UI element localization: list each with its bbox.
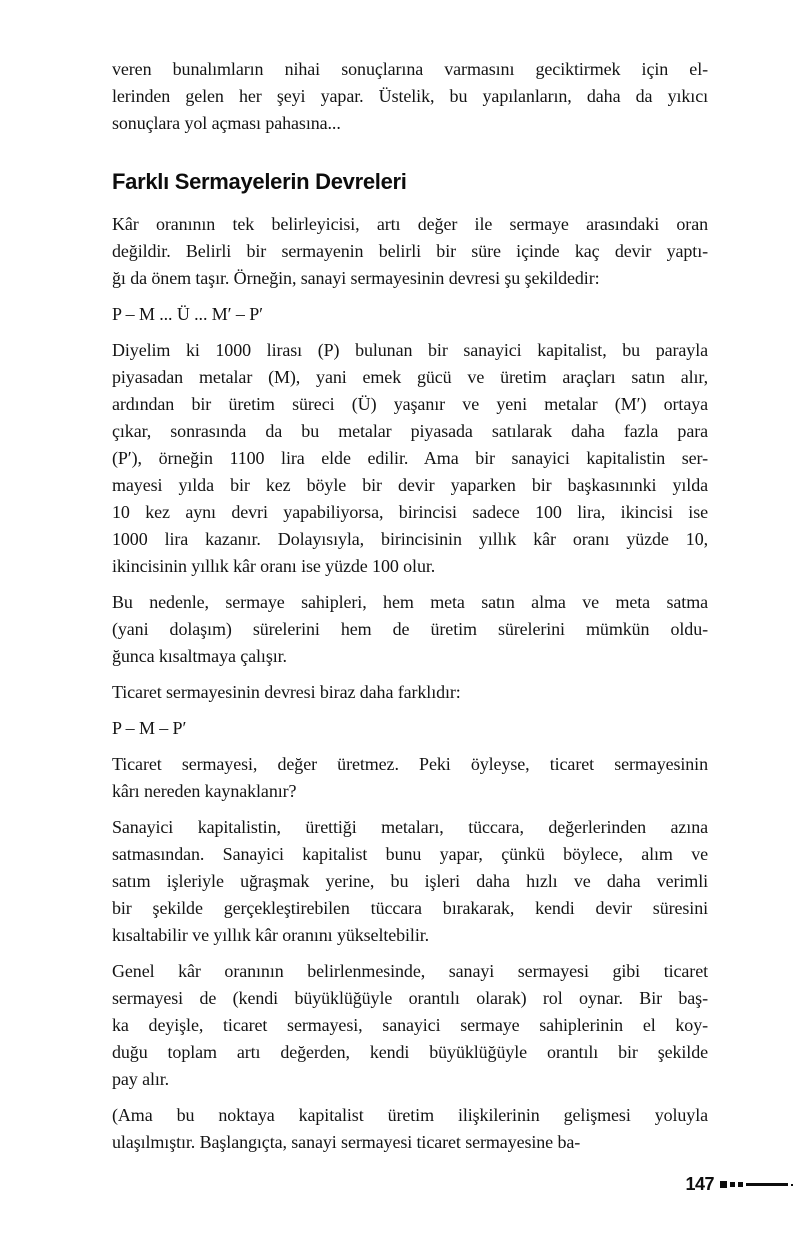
text-line: mayesi yılda bir kez böyle bir devir yaparken bir başkasınınki yılda xyxy=(112,475,708,495)
text-line: Ticaret sermayesinin devresi biraz daha farklıdır: xyxy=(112,682,461,702)
ornament-square-icon xyxy=(720,1181,727,1188)
ornament-rule xyxy=(746,1183,788,1186)
body-paragraph xyxy=(112,337,708,580)
text-line: Bu nedenle, sermaye sahipleri, hem meta satın alma ve meta satma xyxy=(112,592,708,612)
body-paragraph xyxy=(112,56,708,137)
footer-ornament xyxy=(720,1181,793,1188)
text-line: Sanayici kapitalistin, ürettiği metaları, tüccara, değerlerinden azına xyxy=(112,817,708,837)
text-line: ikincisinin yıllık kâr oranı ise yüzde 100 olur. xyxy=(112,556,436,576)
text-line: lerinden gelen her şeyi yapar. Üstelik, bu yapılanların, daha da yıkıcı xyxy=(112,86,708,106)
page-body xyxy=(112,56,708,1165)
text-line: bir şekilde gerçekleştirebilen tüccara bırakarak, kendi devir süresini xyxy=(112,898,708,918)
text-line: (yani dolaşım) sürelerini hem de üretim sürelerini mümkün oldu- xyxy=(112,619,708,639)
text-line: çıkar, sonrasında da bu metalar piyasada satılarak daha fazla para xyxy=(112,421,708,441)
body-paragraph xyxy=(112,679,708,706)
text-line: 10 kez aynı devri yapabiliyorsa, birincisi sadece 100 lira, ikincisi ise xyxy=(112,502,708,522)
text-line: ğı da önem taşır. Örneğin, sanayi sermayesinin devresi şu şekildedir: xyxy=(112,268,600,288)
text-line: ardından bir üretim süreci (Ü) yaşanır ve yeni metalar (M′) ortaya xyxy=(112,394,708,414)
text-line: pay alır. xyxy=(112,1069,170,1089)
ornament-square-icon xyxy=(738,1182,743,1187)
page-footer xyxy=(685,1174,793,1195)
body-paragraph xyxy=(112,211,708,292)
text-line: 1000 lira kazanır. Dolayısıyla, birincisinin yıllık kâr oranı yüzde 10, xyxy=(112,529,708,549)
body-paragraph xyxy=(112,589,708,670)
body-paragraph xyxy=(112,751,708,805)
text-line: kârı nereden kaynaklanır? xyxy=(112,781,297,801)
text-line: duğu toplam artı değerden, kendi büyüklüğüyle orantılı bir şekilde xyxy=(112,1042,708,1062)
page-number: 147 xyxy=(685,1174,714,1194)
capital-circuit-formula: P – M – P′ xyxy=(112,718,187,738)
text-line: satım işleriyle uğraşmak yerine, bu işleri daha hızlı ve daha verimli xyxy=(112,871,708,891)
text-line: ğunca kısaltmaya çalışır. xyxy=(112,646,287,666)
text-line: (Ama bu noktaya kapitalist üretim ilişkilerinin gelişmesi yoluyla xyxy=(112,1105,708,1125)
text-line: (P′), örneğin 1100 lira elde edilir. Ama bir sanayici kapitalistin ser- xyxy=(112,448,708,468)
body-paragraph xyxy=(112,1102,708,1156)
text-line: kısaltabilir ve yıllık kâr oranını yükseltebilir. xyxy=(112,925,430,945)
text-line: Genel kâr oranının belirlenmesinde, sanayi sermayesi gibi ticaret xyxy=(112,961,708,981)
text-line: veren bunalımların nihai sonuçlarına varmasını geciktirmek için el- xyxy=(112,59,708,79)
text-line: piyasadan metalar (M), yani emek gücü ve üretim araçları satın alır, xyxy=(112,367,708,387)
text-line: ulaşılmıştır. Başlangıçta, sanayi sermayesi ticaret sermayesine ba- xyxy=(112,1132,581,1152)
ornament-dot-icon xyxy=(791,1184,793,1186)
text-line: Ticaret sermayesi, değer üretmez. Peki öyleyse, ticaret sermayesinin xyxy=(112,754,708,774)
text-line: Diyelim ki 1000 lirası (P) bulunan bir sanayici kapitalist, bu parayla xyxy=(112,340,708,360)
text-line: sonuçlara yol açması pahasına... xyxy=(112,113,341,133)
section-heading: Farklı Sermayelerin Devreleri xyxy=(112,169,407,194)
capital-circuit-formula: P – M ... Ü ... M′ – P′ xyxy=(112,304,263,324)
body-paragraph xyxy=(112,958,708,1093)
ornament-square-icon xyxy=(730,1182,735,1187)
text-line: satmasından. Sanayici kapitalist bunu yapar, çünkü böylece, alım ve xyxy=(112,844,708,864)
text-line: ka deyişle, ticaret sermayesi, sanayici sermaye sahiplerinin el koy- xyxy=(112,1015,708,1035)
text-line: Kâr oranının tek belirleyicisi, artı değer ile sermaye arasındaki oran xyxy=(112,214,708,234)
text-line: sermayesi de (kendi büyüklüğüyle orantılı olarak) rol oynar. Bir baş- xyxy=(112,988,708,1008)
body-paragraph xyxy=(112,814,708,949)
text-line: değildir. Belirli bir sermayenin belirli bir süre içinde kaç devir yaptı- xyxy=(112,241,708,261)
